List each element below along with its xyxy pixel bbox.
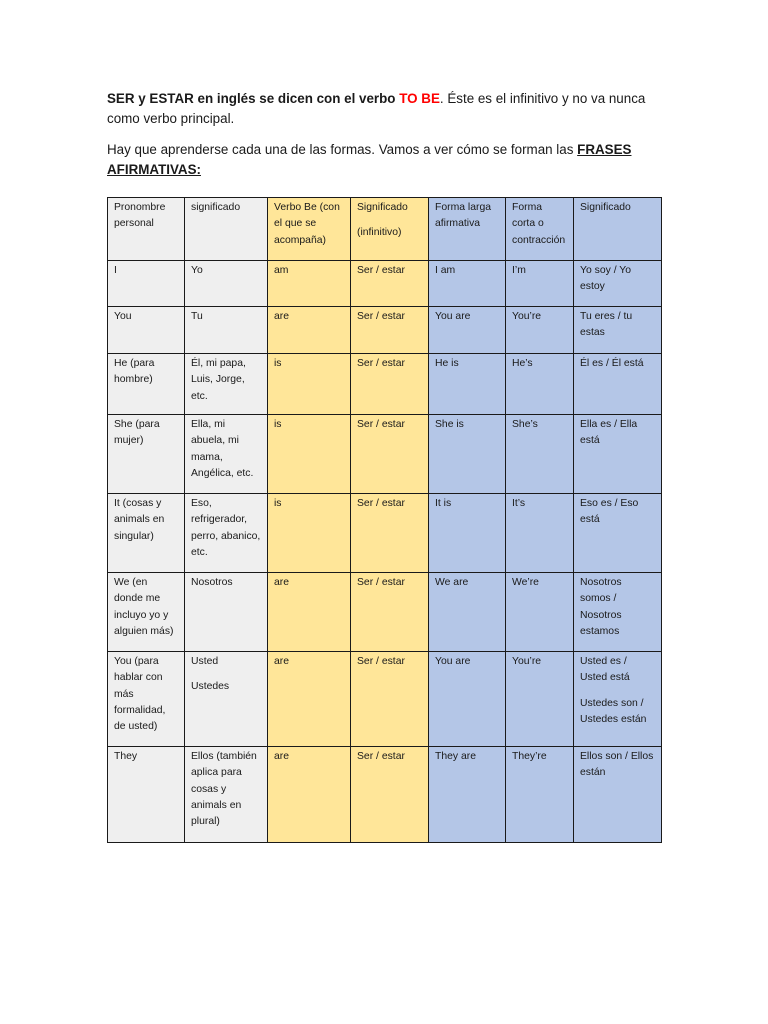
cell-pronoun: I xyxy=(108,261,185,307)
cell-verb-meaning: Ser / estar xyxy=(351,494,429,573)
cell-meaning: Yo xyxy=(185,261,268,307)
cell-translation: Ellos son / Ellos están xyxy=(574,747,662,843)
cell-verb-meaning: Ser / estar xyxy=(351,261,429,307)
cell-short-form: It’s xyxy=(506,494,574,573)
to-be-highlight: TO BE xyxy=(399,91,440,106)
cell-meaning-ustedes: Ustedes xyxy=(191,681,230,693)
header-significado-final: Significado xyxy=(574,198,662,261)
header-forma-larga: Forma larga afirmativa xyxy=(429,198,506,261)
cell-verb-meaning: Ser / estar xyxy=(351,415,429,494)
table-row xyxy=(108,494,662,573)
cell-meaning: Eso, refrigerador, perro, abanico, etc. xyxy=(185,494,268,573)
cell-short-form: You’re xyxy=(506,307,574,354)
cell-pronoun: She (para mujer) xyxy=(108,415,185,494)
header-significado: significado xyxy=(185,198,268,261)
intro-rest-text: . Éste es el infinitivo y no va nunca como verbo principal. xyxy=(107,91,646,126)
cell-meaning-usted: Usted xyxy=(191,656,219,667)
cell-verb: are xyxy=(268,652,351,747)
cell-verb-meaning: Ser / estar xyxy=(351,573,429,652)
cell-translation: Yo soy / Yo estoy xyxy=(574,261,662,307)
cell-long-form: He is xyxy=(429,354,506,415)
cell-pronoun: You xyxy=(108,307,185,354)
cell-verb: is xyxy=(268,354,351,415)
to-be-conjugation-table xyxy=(107,197,662,843)
intro-bold-text: SER y ESTAR en inglés se dicen con el verbo xyxy=(107,91,396,106)
cell-pronoun: We (en donde me incluyo yo y alguien más) xyxy=(108,573,185,652)
table-row xyxy=(108,415,662,494)
cell-long-form: I am xyxy=(429,261,506,307)
cell-short-form: They’re xyxy=(506,747,574,843)
cell-short-form: He’s xyxy=(506,354,574,415)
cell-translation: Ella es / Ella está xyxy=(574,415,662,494)
cell-pronoun: He (para hombre) xyxy=(108,354,185,415)
header-significado-label: Significado xyxy=(357,202,408,213)
table-row xyxy=(108,307,662,354)
intro-paragraph-2 xyxy=(107,140,667,180)
cell-meaning xyxy=(185,652,268,747)
table-header-row xyxy=(108,198,662,261)
cell-meaning: Él, mi papa, Luis, Jorge, etc. xyxy=(185,354,268,415)
cell-verb-meaning: Ser / estar xyxy=(351,747,429,843)
cell-translation xyxy=(574,652,662,747)
table-row xyxy=(108,261,662,307)
intro-p2-text: Hay que aprenderse cada una de las formas. Vamos a ver cómo se forman las xyxy=(107,142,578,157)
cell-pronoun: They xyxy=(108,747,185,843)
cell-translation-ustedes: Ustedes son / Ustedes están xyxy=(580,697,647,725)
cell-verb-meaning: Ser / estar xyxy=(351,307,429,354)
cell-long-form: She is xyxy=(429,415,506,494)
cell-verb-meaning: Ser / estar xyxy=(351,354,429,415)
cell-verb: is xyxy=(268,494,351,573)
cell-long-form: They are xyxy=(429,747,506,843)
cell-translation: Nosotros somos / Nosotros estamos xyxy=(574,573,662,652)
cell-long-form: You are xyxy=(429,307,506,354)
cell-long-form: It is xyxy=(429,494,506,573)
cell-verb: is xyxy=(268,415,351,494)
table-row xyxy=(108,573,662,652)
table-row xyxy=(108,747,662,843)
cell-long-form: You are xyxy=(429,652,506,747)
cell-meaning: Tu xyxy=(185,307,268,354)
cell-pronoun: It (cosas y animals en singular) xyxy=(108,494,185,573)
table-row xyxy=(108,354,662,415)
intro-text xyxy=(107,89,667,180)
cell-verb: are xyxy=(268,573,351,652)
header-verbo-be: Verbo Be (con el que se acompaña) xyxy=(268,198,351,261)
cell-meaning: Nosotros xyxy=(185,573,268,652)
cell-verb: are xyxy=(268,307,351,354)
frases-afirmativas-heading: FRASES AFIRMATIVAS: xyxy=(107,142,632,177)
header-significado-infinitivo xyxy=(351,198,429,261)
cell-verb-meaning: Ser / estar xyxy=(351,652,429,747)
cell-long-form: We are xyxy=(429,573,506,652)
intro-paragraph-1 xyxy=(107,89,667,129)
header-infinitivo-note: (infinitivo) xyxy=(357,227,402,239)
cell-short-form: She’s xyxy=(506,415,574,494)
cell-short-form: We’re xyxy=(506,573,574,652)
header-forma-corta: Forma corta o contracción xyxy=(506,198,574,261)
cell-translation: Eso es / Eso está xyxy=(574,494,662,573)
cell-meaning: Ella, mi abuela, mi mama, Angélica, etc. xyxy=(185,415,268,494)
cell-translation: Él es / Él está xyxy=(574,354,662,415)
header-pronombre: Pronombre personal xyxy=(108,198,185,261)
table-row xyxy=(108,652,662,747)
cell-verb: are xyxy=(268,747,351,843)
cell-short-form: You’re xyxy=(506,652,574,747)
cell-translation-usted: Usted es / Usted está xyxy=(580,656,630,684)
cell-meaning: Ellos (también aplica para cosas y animals en plural) xyxy=(185,747,268,843)
cell-pronoun: You (para hablar con más formalidad, de usted) xyxy=(108,652,185,747)
cell-verb: am xyxy=(268,261,351,307)
cell-translation: Tu eres / tu estas xyxy=(574,307,662,354)
cell-short-form: I’m xyxy=(506,261,574,307)
